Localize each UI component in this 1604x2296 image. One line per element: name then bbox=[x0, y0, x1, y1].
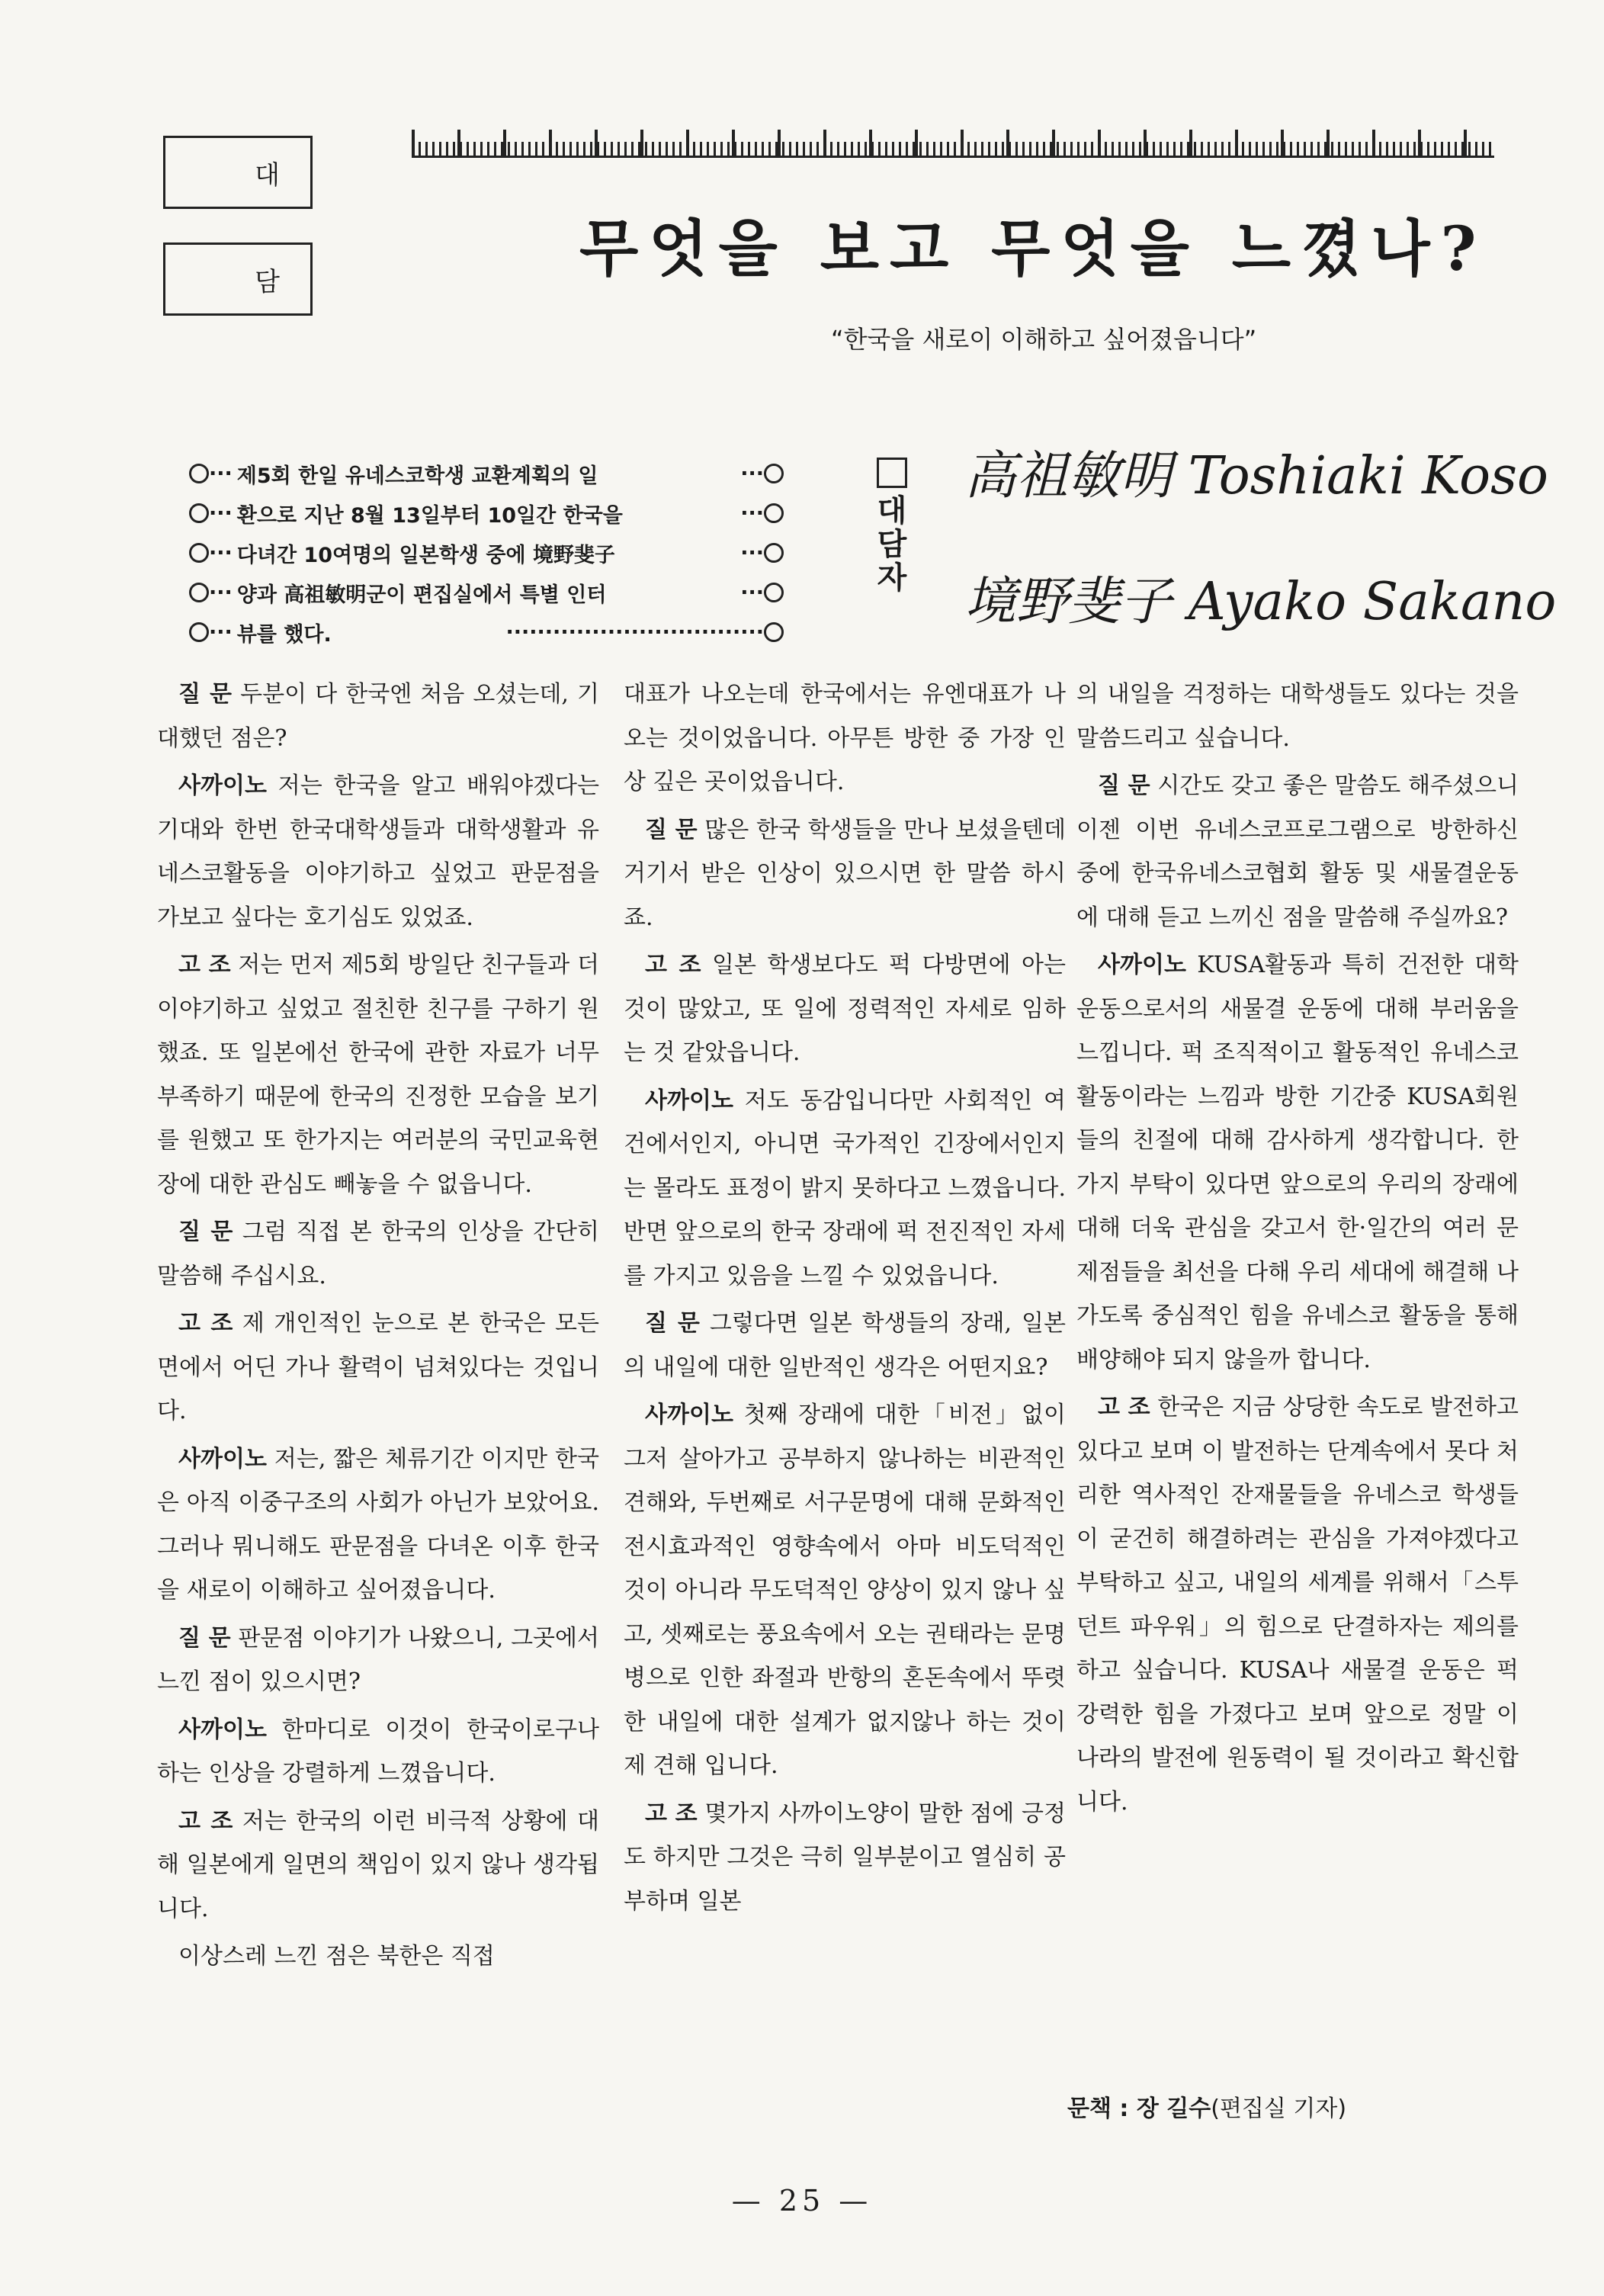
intro-box bbox=[189, 454, 784, 652]
speaker-label: 고 조 bbox=[178, 952, 231, 978]
circle-icon bbox=[189, 503, 209, 523]
speaker-label: 사까이노 bbox=[178, 772, 267, 799]
dialogue-paragraph bbox=[157, 1800, 599, 1932]
participants-label bbox=[869, 458, 915, 595]
speaker-label: 사까이노 bbox=[645, 1402, 733, 1428]
dialogue-text: 대표가 나오는데 한국에서는 유엔대표가 나오는 것이었읍니다. 아무튼 방한 중 가장 인상 깊은 곳이었읍니다. bbox=[624, 681, 1066, 795]
intro-line: ··· 제5회 한일 유네스코학생 교환계획의 일 ··· bbox=[189, 454, 784, 493]
dialogue-text: 많은 한국 학생들을 만나 보셨을텐데 거기서 받은 인상이 있으시면 한 말씀 하시죠. bbox=[624, 816, 1066, 931]
speaker-label: 질 문 bbox=[1098, 772, 1150, 799]
dialogue-paragraph bbox=[157, 764, 599, 939]
participant-signature: 高祖敏明 Toshiaki Koso bbox=[964, 446, 1548, 506]
section-tag-dae-text: 대 bbox=[255, 159, 280, 191]
square-icon bbox=[877, 458, 907, 488]
dialogue-text: 의 내일을 걱정하는 대학생들도 있다는 것을 말씀드리고 싶습니다. bbox=[1076, 681, 1519, 752]
dialogue-paragraph bbox=[157, 1302, 599, 1434]
dialogue-paragraph bbox=[1076, 673, 1519, 760]
dialogue-paragraph bbox=[624, 1792, 1066, 1924]
circle-icon bbox=[189, 464, 209, 483]
dialogue-text: 시간도 갖고 좋은 말씀도 해주셨으니 이젠 이번 유네스코프로그램으로 방한하신 중에 한국유네스코협회 활동 및 새물결운동에 대해 듣고 느끼신 점을 말씀해 주실까요? bbox=[1076, 772, 1519, 931]
participants-label-char: 자 bbox=[877, 560, 907, 596]
dialogue-text: 그렇다면 일본 학생들의 장래, 일본의 내일에 대한 일반적인 생각은 어떤지요? bbox=[624, 1310, 1067, 1381]
dialogue-paragraph bbox=[157, 1617, 599, 1704]
dialogue-text: 한국은 지금 상당한 속도로 발전하고 있다고 보며 이 발전하는 단계속에서 못다 처리한 역사적인 잔재물들을 유네스코 학생들이 굳건히 해결하려는 관심을 가져야겠다고 부탁하고 싶고, 내일의 세계를 위해서「스투던트 파우워」의 힘으로 단결하자는 제의를 하고 싶습니다. KUSA나 새물결 운동은 퍽 강력한 힘을 가졌다고 보며 앞으로 정말 이 나라의 발전에 원동력이 될 것이라고 확신합니다. bbox=[1076, 1394, 1519, 1816]
intro-line: ··· 환으로 지난 8월 13일부터 10일간 한국을 ··· bbox=[189, 493, 784, 533]
speaker-label: 고 조 bbox=[178, 1310, 233, 1337]
section-tag-dae bbox=[163, 136, 313, 209]
article-title: 무엇을 보고 무엇을 느꼈나? bbox=[579, 213, 1487, 284]
dialogue-paragraph bbox=[157, 1210, 599, 1298]
dialogue-text: 첫째 장래에 대한「비전」없이 그저 살아가고 공부하지 않나하는 비관적인 견해와, 두번째로 서구문명에 대해 문화적인 전시효과적인 영향속에서 아마 비도덕적인 것이 아니라 무도덕적인 양상이 있지 않나 싶고, 셋째로는 풍요속에서 오는 권태라는 문명병으로 인한 좌절과 반항의 혼돈속에서 뚜렷한 내일에 대한 설계가 없지않나 하는 것이 제 견해 입니다. bbox=[624, 1402, 1066, 1779]
circle-icon bbox=[189, 622, 209, 642]
participants-label-char: 대 bbox=[877, 493, 907, 528]
intro-text: 환으로 지난 8월 13일부터 10일간 한국을 bbox=[236, 503, 623, 528]
speaker-label: 사까이노 bbox=[1098, 952, 1186, 978]
dialogue-paragraph bbox=[624, 673, 1066, 804]
byline-role: (편집실 기자) bbox=[1211, 2095, 1347, 2122]
intro-text: 뷰를 했다. bbox=[236, 622, 332, 647]
dialogue-paragraph bbox=[157, 943, 599, 1206]
speaker-label: 질 문 bbox=[178, 1219, 233, 1245]
circle-icon bbox=[764, 622, 784, 642]
dialogue-paragraph bbox=[157, 673, 599, 760]
dialogue-text: 저는 한국의 이런 비극적 상황에 대해 일본에게 일면의 책임이 있지 않나 생각됩니다. bbox=[157, 1807, 600, 1922]
dialogue-paragraph bbox=[624, 1302, 1066, 1389]
circle-icon bbox=[764, 464, 784, 483]
participants-label-char: 담 bbox=[877, 527, 907, 562]
intro-line: ··· 양과 高祖敏明군이 편집실에서 특별 인터 ··· bbox=[189, 573, 784, 612]
circle-icon bbox=[764, 503, 784, 523]
circle-icon bbox=[189, 543, 209, 563]
dialogue-text: 두분이 다 한국엔 처음 오셨는데, 기대했던 점은? bbox=[157, 681, 599, 752]
body-column-3 bbox=[1076, 673, 1519, 1828]
intro-line: ··· 다녀간 10여명의 일본학생 중에 境野斐子 ··· bbox=[189, 533, 784, 573]
dialogue-paragraph bbox=[624, 808, 1066, 940]
speaker-label: 고 조 bbox=[1098, 1394, 1150, 1421]
speaker-label: 고 조 bbox=[178, 1807, 233, 1835]
body-column-2 bbox=[624, 673, 1066, 1927]
dialogue-paragraph bbox=[157, 1437, 599, 1613]
dialogue-paragraph bbox=[157, 1935, 599, 1979]
dialogue-paragraph bbox=[1076, 764, 1519, 939]
dialogue-text: 판문점 이야기가 나왔으니, 그곳에서 느낀 점이 있으시면? bbox=[157, 1624, 599, 1695]
speaker-label: 질 문 bbox=[178, 1624, 231, 1652]
dialogue-text: 한마디로 이것이 한국이로구나 하는 인상을 강렬하게 느꼈읍니다. bbox=[157, 1716, 599, 1787]
intro-line: ··· 뷰를 했다. ································· bbox=[189, 612, 784, 652]
body-column-1 bbox=[157, 673, 599, 1983]
dialogue-paragraph bbox=[1076, 943, 1519, 1382]
dialogue-text: 그럼 직접 본 한국의 인상을 간단히 말씀해 주십시요. bbox=[157, 1219, 600, 1289]
speaker-label: 사까이노 bbox=[178, 1716, 267, 1743]
page-number: — 25 — bbox=[731, 2184, 873, 2217]
intro-text: 양과 高祖敏明군이 편집실에서 특별 인터 bbox=[236, 583, 607, 607]
dialogue-text: KUSA활동과 특히 건전한 대학운동으로서의 새물결 운동에 대해 부러움을 느낍니다. 퍽 조직적이고 활동적인 유네스코 활동이라는 느낌과 방한 기간중 KUSA회원들의 친절에 대해 감사하게 생각합니다. 한 가지 부탁이 있다면 앞으로의 우리의 장래에 대해 더욱 관심을 갖고서 한·일간의 여러 문제점들을 최선을 다해 우리 세대에 해결해 나가도록 중심적인 힘을 유네스코 활동을 통해 배양해야 되지 않을까 합니다. bbox=[1076, 952, 1519, 1373]
dialogue-paragraph bbox=[624, 1079, 1066, 1299]
intro-text: 다녀간 10여명의 일본학생 중에 境野斐子 bbox=[236, 543, 615, 567]
circle-icon bbox=[189, 583, 209, 602]
speaker-label: 질 문 bbox=[178, 681, 232, 708]
dialogue-paragraph bbox=[157, 1708, 599, 1796]
dialogue-text: 저는, 짧은 체류기간 이지만 한국은 아직 이중구조의 사회가 아닌가 보았어요. 그러나 뭐니해도 판문점을 다녀온 이후 한국을 새로이 이해하고 싶어졌읍니다. bbox=[157, 1445, 599, 1604]
dialogue-text: 이상스레 느낀 점은 북한은 직접 bbox=[178, 1943, 495, 1970]
speaker-label: 사까이노 bbox=[645, 1087, 733, 1114]
article-subtitle: “한국을 새로이 이해하고 싶어졌읍니다” bbox=[831, 325, 1257, 354]
byline-label: 문책 : 장 길수 bbox=[1067, 2095, 1211, 2122]
circle-icon bbox=[764, 543, 784, 563]
dialogue-text: 저도 동감입니다만 사회적인 여건에서인지, 아니면 국가적인 긴장에서인지는 몰라도 표정이 밝지 못하다고 느꼈읍니다. 반면 앞으로의 한국 장래에 퍽 전진적인 자세를 가지고 있음을 느낄 수 있었읍니다. bbox=[624, 1087, 1066, 1289]
dialogue-text: 몇가지 사까이노양이 말한 점에 긍정도 하지만 그것은 극히 일부분이고 열심히 공부하며 일본 bbox=[624, 1800, 1066, 1915]
byline bbox=[1067, 2089, 1346, 2123]
decorative-ruler bbox=[412, 130, 1494, 158]
speaker-label: 질 문 bbox=[645, 1310, 700, 1337]
dialogue-paragraph bbox=[624, 943, 1066, 1075]
intro-text: 제5회 한일 유네스코학생 교환계획의 일 bbox=[236, 464, 598, 488]
dialogue-paragraph bbox=[1076, 1386, 1519, 1824]
speaker-label: 사까이노 bbox=[178, 1445, 267, 1472]
speaker-label: 고 조 bbox=[645, 1800, 698, 1827]
speaker-label: 질 문 bbox=[645, 816, 698, 843]
dialogue-text: 제 개인적인 눈으로 본 한국은 모든 면에서 어딘 가나 활력이 넘쳐있다는 것입니다. bbox=[157, 1310, 600, 1424]
dialogue-text: 일본 학생보다도 퍽 다방면에 아는 것이 많았고, 또 일에 정력적인 자세로 임하는 것 같았읍니다. bbox=[624, 952, 1066, 1066]
dialogue-text: 저는 한국을 알고 배워야겠다는 기대와 한번 한국대학생들과 대학생활과 유네스코활동을 이야기하고 싶었고 판문점을 가보고 싶다는 호기심도 있었죠. bbox=[157, 772, 599, 931]
participant-signature: 境野斐子 Ayako Sakano bbox=[964, 572, 1557, 632]
dialogue-paragraph bbox=[624, 1393, 1066, 1788]
section-tag-dam bbox=[163, 242, 313, 316]
speaker-label: 고 조 bbox=[645, 952, 701, 978]
section-tag-dam-text: 담 bbox=[255, 266, 280, 297]
circle-icon bbox=[764, 583, 784, 602]
dialogue-text: 저는 먼저 제5회 방일단 친구들과 더 이야기하고 싶었고 절친한 친구를 구하기 원했죠. 또 일본에선 한국에 관한 자료가 너무 부족하기 때문에 한국의 진정한 모습을 보기를 원했고 또 한가지는 여러분의 국민교육현장에 대한 관심도 빼놓을 수 없읍니다. bbox=[157, 952, 599, 1198]
